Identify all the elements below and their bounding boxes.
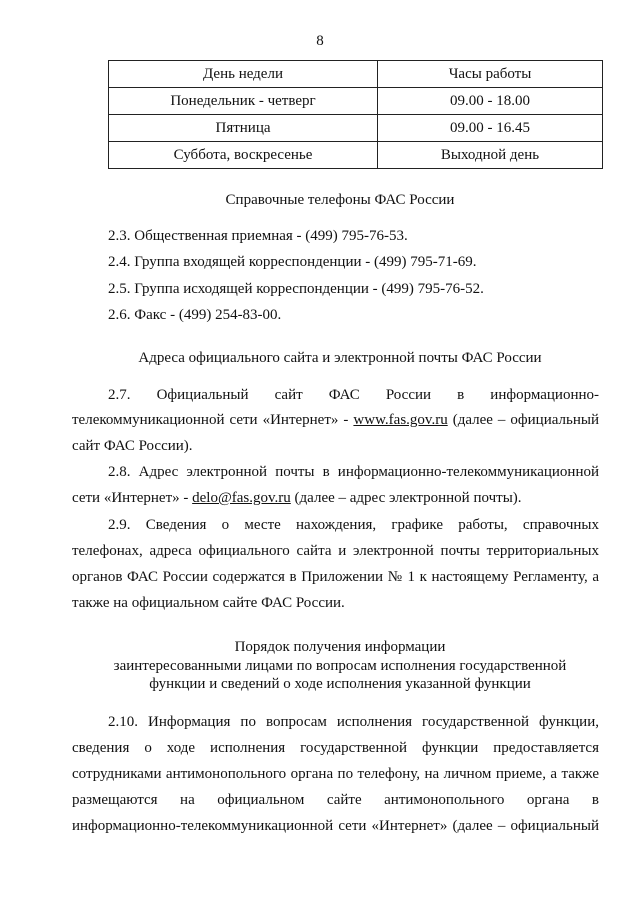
phones-heading: Справочные телефоны ФАС России	[225, 192, 455, 208]
paragraph-2-7-line: сайт ФАС России).	[72, 438, 193, 454]
paragraph-2-9-line: 2.9. Сведения о месте нахождения, графике работы, справочных	[108, 517, 599, 533]
phone-item: 2.5. Группа исходящей корреспонденции - (499) 795-76-52.	[108, 281, 484, 297]
table-cell-hours: 09.00 - 18.00	[378, 88, 603, 115]
paragraph-2-10-line: размещаются на официальном сайте антимонопольного органа в	[72, 792, 599, 808]
table-cell-hours: Выходной день	[378, 142, 603, 169]
addresses-heading: Адреса официального сайта и электронной почты ФАС России	[138, 350, 542, 366]
phone-item: 2.3. Общественная приемная - (499) 795-76-53.	[108, 228, 408, 244]
table-row	[109, 115, 603, 142]
header-hours: Часы работы	[378, 61, 603, 88]
text-segment: сети «Интернет» -	[72, 490, 193, 506]
table-cell-day: Пятница	[109, 115, 378, 142]
paragraph-2-7-line	[72, 410, 599, 430]
official-site-link[interactable]: www.fas.gov.ru	[353, 412, 448, 428]
text-segment: (далее – адрес электронной почты).	[290, 490, 522, 506]
table-cell-day: Понедельник - четверг	[109, 88, 378, 115]
table-cell-day: Суббота, воскресенье	[109, 142, 378, 169]
table-cell-hours: 09.00 - 16.45	[378, 115, 603, 142]
page-number: 8	[316, 33, 324, 49]
paragraph-2-8-line	[72, 488, 522, 508]
paragraph-2-10-line: сотрудниками антимонопольного органа по телефону, на личном приеме, а также	[72, 766, 599, 782]
header-day: День недели	[109, 61, 378, 88]
text-segment: телекоммуникационной сети «Интернет» -	[72, 412, 354, 428]
phone-item: 2.4. Группа входящей корреспонденции - (499) 795-71-69.	[108, 254, 477, 270]
paragraph-2-8-line: 2.8. Адрес электронной почты в информационно-телекоммуникационной	[108, 464, 599, 480]
email-link[interactable]: delo@fas.gov.ru	[192, 490, 291, 506]
paragraph-2-10-line: 2.10. Информация по вопросам исполнения государственной функции,	[108, 714, 599, 730]
paragraph-2-10-line: информационно-телекоммуникационной сети «Интернет» (далее – официальный	[72, 818, 599, 834]
order-heading-line: заинтересованными лицами по вопросам исполнения государственной	[113, 658, 567, 674]
order-heading-line: Порядок получения информации	[234, 639, 446, 655]
working-hours-table	[108, 60, 603, 169]
table-row	[109, 142, 603, 169]
text-segment: (далее – официальный	[447, 412, 599, 428]
paragraph-2-10-line: сведения о ходе исполнения государственной функции предоставляется	[72, 740, 599, 756]
table-header-row	[109, 61, 603, 88]
table-row	[109, 88, 603, 115]
order-heading-line: функции и сведений о ходе исполнения указанной функции	[149, 676, 531, 692]
paragraph-2-9-line: органов ФАС России содержатся в Приложении № 1 к настоящему Регламенту, а	[72, 569, 599, 585]
paragraph-2-9-line: также на официальном сайте ФАС России.	[72, 595, 345, 611]
paragraph-2-9-line: телефонах, адреса официального сайта и электронной почты территориальных	[72, 543, 599, 559]
phone-item: 2.6. Факс - (499) 254-83-00.	[108, 307, 282, 323]
paragraph-2-7-line: 2.7. Официальный сайт ФАС России в информационно-	[108, 387, 599, 403]
